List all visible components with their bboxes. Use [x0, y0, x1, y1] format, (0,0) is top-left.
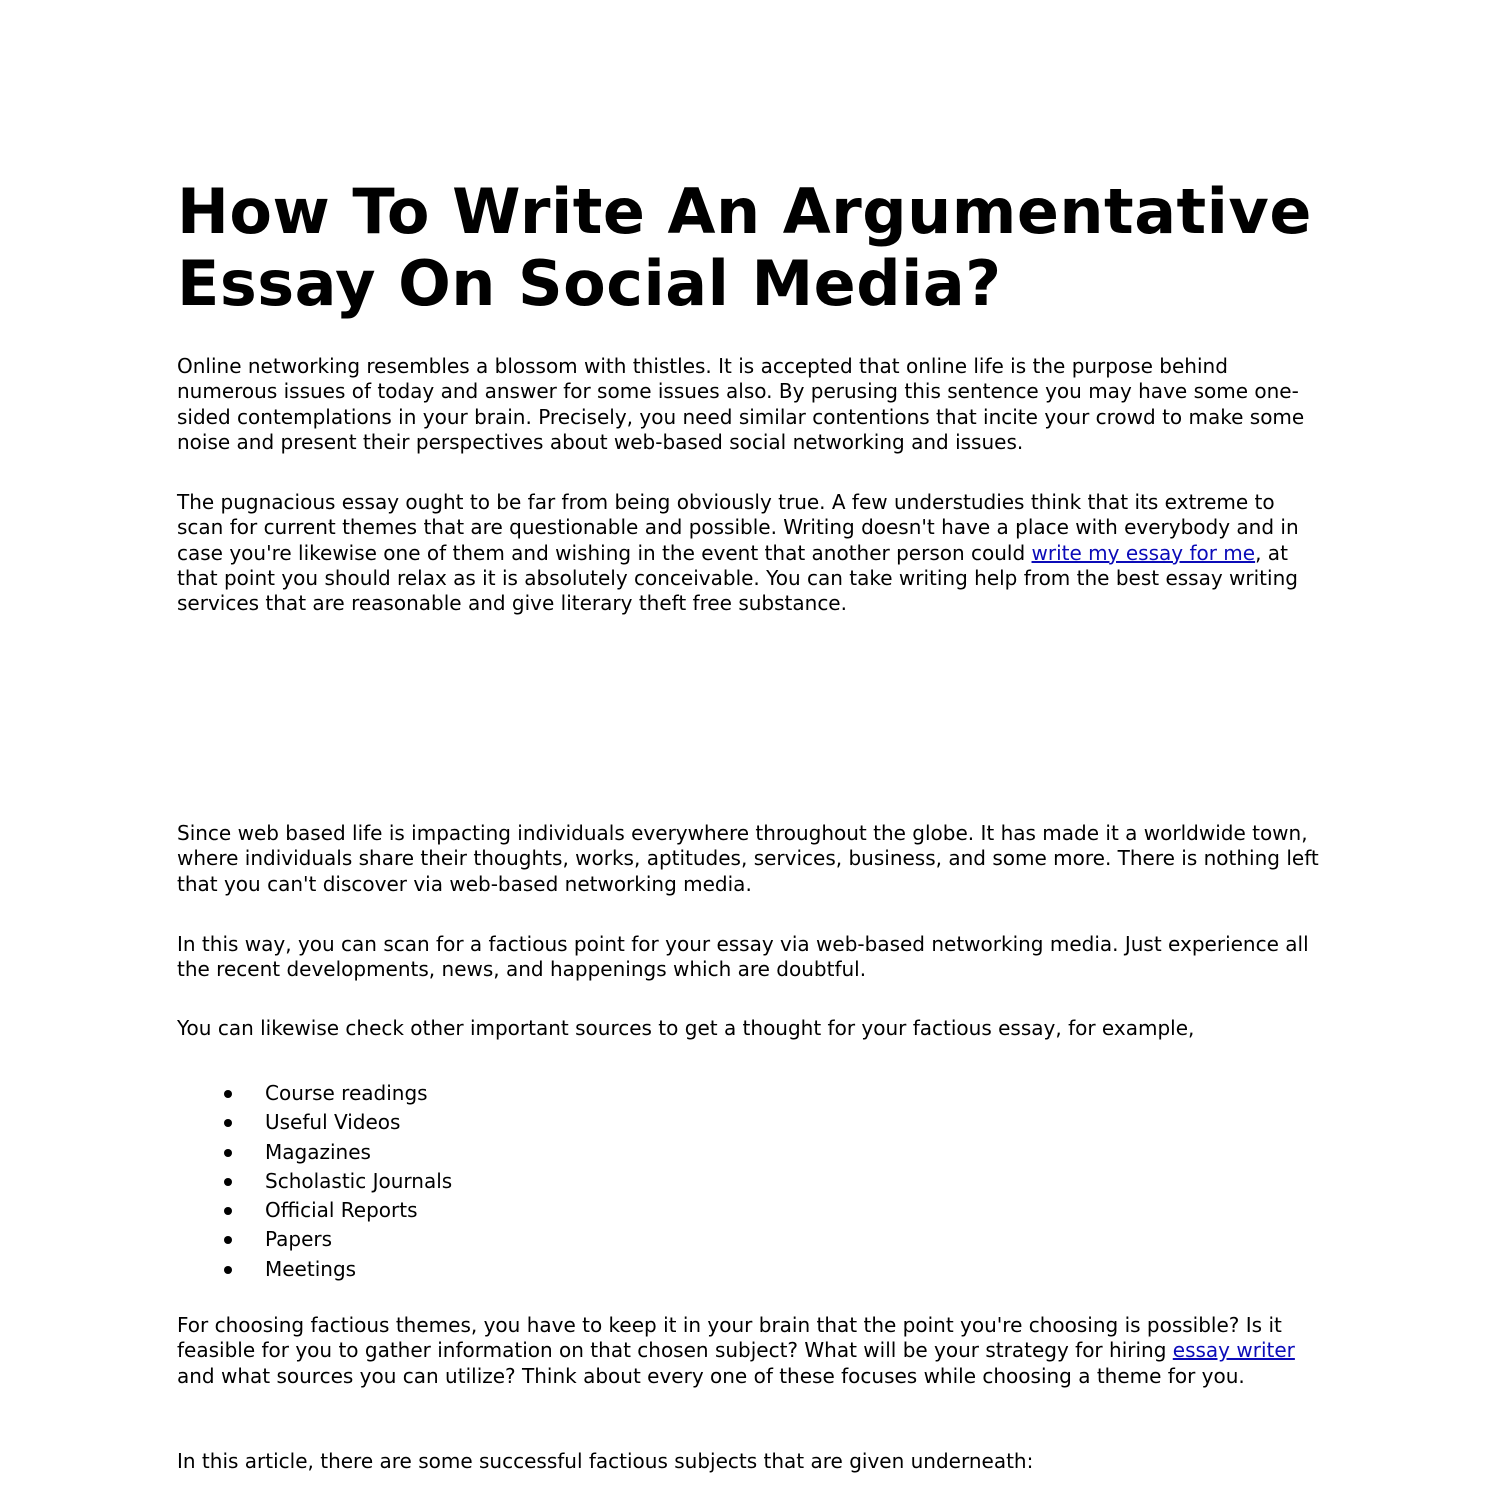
paragraph-text: and what sources you can utilize? Think about every one of these focuses while choosing a theme for you.	[177, 1363, 1245, 1388]
list-item-label: Meetings	[265, 1256, 357, 1281]
list-item-label: Papers	[265, 1227, 333, 1252]
list-item	[177, 1167, 452, 1196]
paragraph-text: For choosing factious themes, you have to keep it in your brain that the point you're choosing is possible? Is it feasible for you to gather information on that chosen subject? What will be your strategy for hiring	[177, 1313, 1282, 1363]
paragraph-subjects-intro: In this article, there are some successful factious subjects that are given underneath:	[177, 1449, 1034, 1473]
bullet-icon	[224, 1178, 232, 1186]
bullet-icon	[224, 1090, 232, 1098]
essay-writer-link[interactable]: essay writer	[1172, 1338, 1295, 1363]
list-item	[177, 1225, 452, 1254]
list-item	[177, 1196, 452, 1225]
list-item-label: Useful Videos	[265, 1110, 401, 1135]
list-item	[177, 1138, 452, 1167]
bullet-icon	[224, 1207, 232, 1215]
bullet-icon	[224, 1266, 232, 1274]
sources-list	[177, 1079, 452, 1284]
list-item	[177, 1079, 452, 1108]
paragraph-intro: Online networking resembles a blossom with thistles. It is accepted that online life is the purpose behind numerous issues of today and answer for some issues also. By perusing this sentence you may have some one-sided contemplations in your brain. Precisely, you need similar contentions that incite your crowd to make some noise and present their perspectives about web-based social networking and issues.	[177, 354, 1305, 454]
page-title: How To Write An Argumentative Essay On Social Media?	[177, 175, 1312, 320]
paragraph-text: , at that point you should relax as it is absolutely conceivable. You can take writing help from the best essay writing services that are reasonable and give literary theft free substance.	[177, 540, 1298, 616]
paragraph-web-based-life: Since web based life is impacting individuals everywhere throughout the globe. It has made it a worldwide town, where individuals share their thoughts, works, aptitudes, services, business, and some more. There is nothing left that you can't discover via web-based networking media.	[177, 821, 1319, 896]
list-item-label: Course readings	[265, 1081, 428, 1105]
paragraph-factious-point: In this way, you can scan for a factious point for your essay via web-based networking media. Just experience all the recent developments, news, and happenings which are doubtful.	[177, 932, 1309, 982]
list-item-label: Scholastic Journals	[265, 1168, 453, 1193]
bullet-icon	[224, 1119, 232, 1127]
list-item-label: Magazines	[265, 1139, 371, 1164]
list-item-label: Official Reports	[265, 1198, 418, 1223]
list-item	[177, 1255, 452, 1284]
paragraph-text: The pugnacious essay ought to be far from being obviously true. A few understudies think that its extreme to scan for current themes that are questionable and possible. Writing doesn't have a place with everybody and in case you're likewise one of them and wishing in the event that another person could	[177, 490, 1299, 565]
list-item	[177, 1108, 452, 1137]
write-my-essay-link[interactable]: write my essay for me	[1031, 540, 1256, 565]
paragraph-pugnacious-essay	[177, 490, 1327, 616]
bullet-icon	[224, 1149, 232, 1157]
paragraph-sources: You can likewise check other important sources to get a thought for your factious essay, for example,	[177, 1016, 1195, 1040]
paragraph-choosing-themes	[177, 1313, 1327, 1389]
bullet-icon	[224, 1236, 232, 1244]
